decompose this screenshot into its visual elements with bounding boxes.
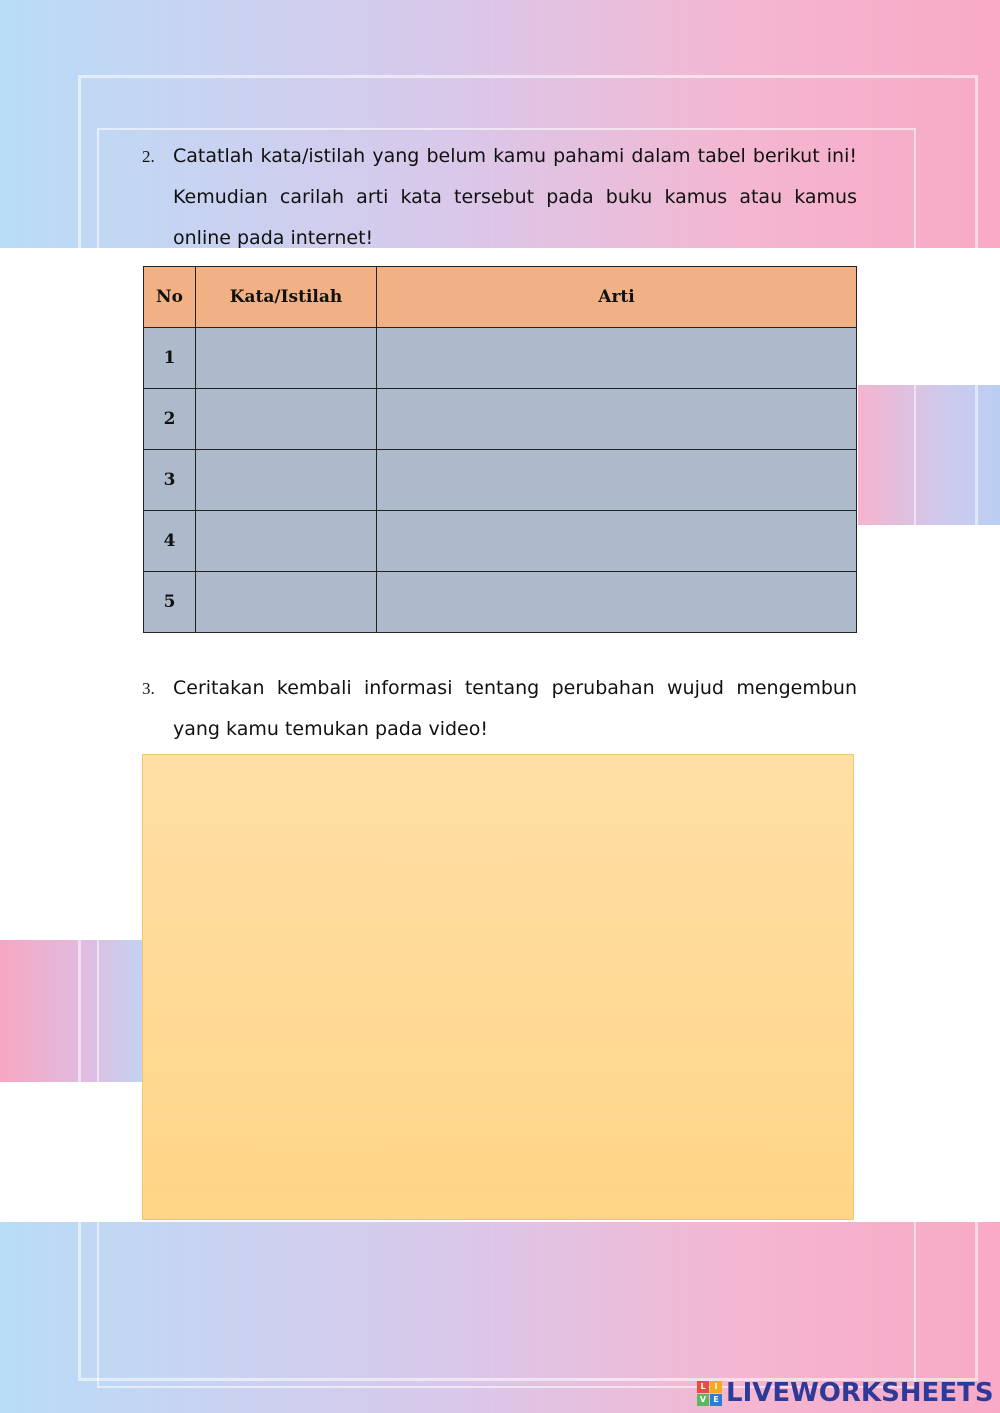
row-number: 5 xyxy=(144,572,196,633)
row-number: 2 xyxy=(144,389,196,450)
arti-input-cell[interactable] xyxy=(377,450,857,511)
logo-text: LIVEWORKSHEETS xyxy=(726,1378,994,1408)
answer-textbox[interactable] xyxy=(142,754,854,1220)
arti-input-cell[interactable] xyxy=(377,328,857,389)
arti-input-cell[interactable] xyxy=(377,572,857,633)
question-3 xyxy=(142,668,857,750)
logo-letter: I xyxy=(710,1381,722,1393)
arti-input-cell[interactable] xyxy=(377,511,857,572)
row-number: 1 xyxy=(144,328,196,389)
vocabulary-table xyxy=(143,266,857,633)
kata-input-cell[interactable] xyxy=(196,328,377,389)
header-arti: Arti xyxy=(377,267,857,328)
logo-letter: L xyxy=(697,1381,709,1393)
table-row xyxy=(144,328,857,389)
logo-letter: E xyxy=(710,1394,722,1406)
question-number: 2. xyxy=(142,147,155,166)
kata-input-cell[interactable] xyxy=(196,572,377,633)
question-2 xyxy=(142,136,857,259)
question-text: Catatlah kata/istilah yang belum kamu pahami dalam tabel berikut ini! Kemudian carilah arti kata tersebut pada buku kamus atau kamus online pada internet! xyxy=(173,145,857,249)
table-row xyxy=(144,572,857,633)
logo-icon xyxy=(697,1381,722,1406)
question-text: Ceritakan kembali informasi tentang perubahan wujud mengembun yang kamu temukan pada video! xyxy=(173,677,857,740)
table-header-row xyxy=(144,267,857,328)
kata-input-cell[interactable] xyxy=(196,450,377,511)
arti-input-cell[interactable] xyxy=(377,389,857,450)
kata-input-cell[interactable] xyxy=(196,511,377,572)
table-row xyxy=(144,450,857,511)
row-number: 4 xyxy=(144,511,196,572)
header-no: No xyxy=(144,267,196,328)
liveworksheets-logo[interactable] xyxy=(697,1376,994,1410)
table-row xyxy=(144,389,857,450)
header-kata-istilah: Kata/Istilah xyxy=(196,267,377,328)
kata-input-cell[interactable] xyxy=(196,389,377,450)
table-row xyxy=(144,511,857,572)
question-number: 3. xyxy=(142,679,155,698)
row-number: 3 xyxy=(144,450,196,511)
logo-letter: V xyxy=(697,1394,709,1406)
